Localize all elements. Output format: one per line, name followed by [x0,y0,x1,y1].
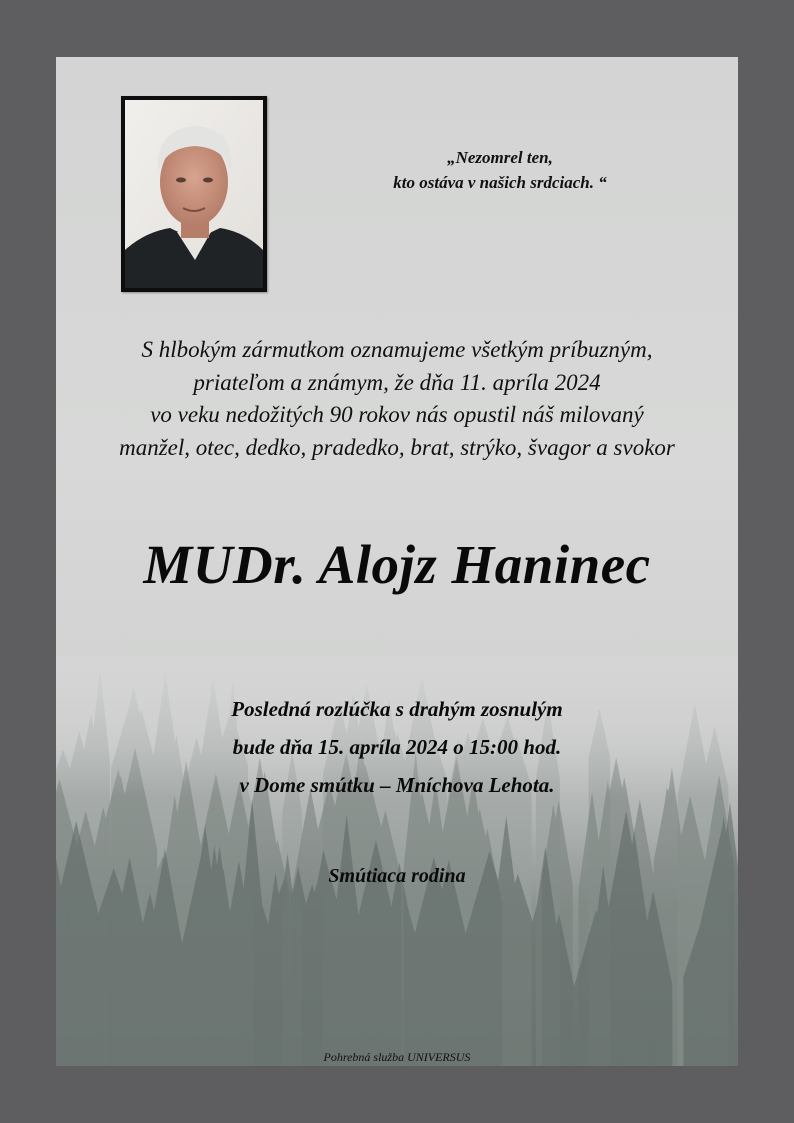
farewell-line-2: bude dňa 15. apríla 2024 o 15:00 hod. [232,735,562,759]
funeral-service-credit: Pohrebná služba UNIVERSUS [323,1050,471,1064]
announcement-line-1: S hlbokým zármutkom oznamujeme všetkým príbuzným, [141,337,653,362]
deceased-name: MUDr. Alojz Haninec [143,534,651,595]
family-signature: Smútiaca rodina [328,865,466,887]
farewell-line-3: v Dome smútku – Mníchova Lehota. [239,773,555,797]
farewell-line-1: Posledná rozlúčka s drahým zosnulým [231,697,563,721]
announcement-line-3: vo veku nedožitých 90 rokov nás opustil náš milovaný [150,402,644,427]
farewell-details [56,690,738,804]
portrait-photo-frame [121,96,267,292]
motto-quote [330,145,670,195]
portrait-photo [125,100,263,288]
announcement-line-4: manžel, otec, dedko, pradedko, brat, strýko, švagor a svokor [119,434,675,460]
announcement-text [56,334,738,464]
motto-line-2: kto ostáva v našich srdciach. “ [393,173,607,192]
motto-line-1: „Nezomrel ten, [447,148,553,167]
announcement-line-2: priateľom a známym, že dňa 11. apríla 2024 [193,369,601,395]
